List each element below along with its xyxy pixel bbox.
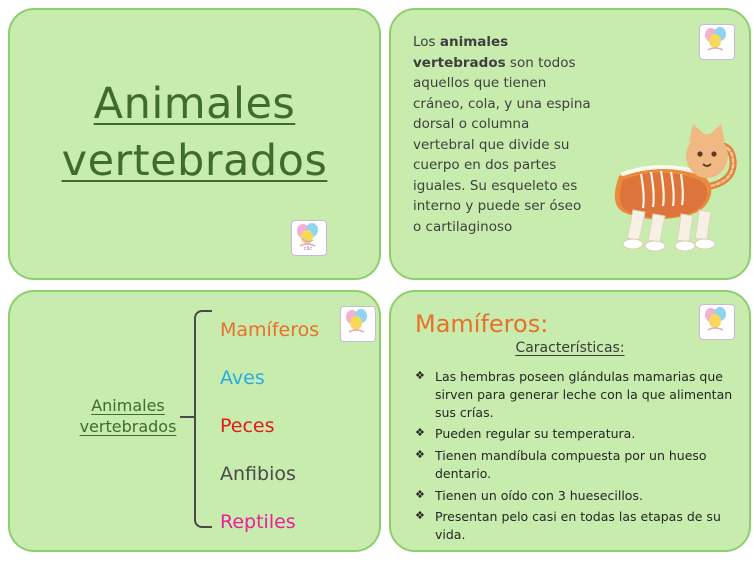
balloons-heart-logo-icon bbox=[340, 306, 376, 342]
classification-card bbox=[8, 290, 381, 552]
svg-text:clic: clic bbox=[303, 246, 313, 252]
list-item: ❖ Tienen mandíbula compuesta por un hueso dentario. bbox=[413, 447, 733, 483]
left-label-line-2: vertebrados bbox=[79, 416, 177, 436]
list-item: Mamíferos bbox=[220, 319, 320, 341]
classification-left-label bbox=[76, 396, 180, 438]
bracket-stem bbox=[180, 416, 195, 418]
list-item: ❖ Las hembras poseen glándulas mamarias que sirven para generar leche con la que alimentan sus crías. bbox=[413, 368, 733, 421]
mammals-title: Mamíferos: bbox=[415, 310, 549, 338]
description-card bbox=[389, 8, 751, 280]
cat-skeleton-image bbox=[561, 114, 741, 264]
list-item: ❖ Pueden regular su temperatura. bbox=[413, 425, 733, 443]
mammals-card bbox=[389, 290, 751, 552]
balloons-heart-logo-icon bbox=[699, 24, 735, 60]
list-item: Anfibios bbox=[220, 463, 296, 485]
list-item: ❖ Tienen un oído con 3 huesecillos. bbox=[413, 487, 733, 505]
mammals-subtitle: Características: bbox=[515, 340, 625, 356]
desc-part-1: Los bbox=[413, 34, 440, 50]
classification-items bbox=[220, 306, 370, 546]
bracket-icon bbox=[194, 310, 212, 528]
desc-part-2: son todos aquellos que tienen cráneo, cola, y una espina dorsal o columna vertebral que divide su cuerpo en dos partes iguales. Su esqueleto es interno y puede ser óseo o cartilaginoso bbox=[413, 54, 591, 235]
mammals-bullet-list bbox=[413, 368, 733, 548]
list-item: Aves bbox=[220, 367, 265, 389]
list-item: ❖ Presentan pelo casi en todas las etapas de su vida. bbox=[413, 508, 733, 544]
title-card bbox=[8, 8, 381, 280]
desc-bold: animales vertebrados bbox=[413, 34, 509, 71]
balloons-heart-logo-icon bbox=[291, 220, 327, 256]
title-line-1: Animales bbox=[93, 78, 296, 129]
list-item: Reptiles bbox=[220, 511, 296, 533]
title-line-2: vertebrados bbox=[61, 136, 328, 186]
list-item: Peces bbox=[220, 415, 275, 437]
left-label-line-1: Animales bbox=[91, 396, 165, 415]
balloons-heart-logo-icon bbox=[699, 304, 735, 340]
page-title bbox=[62, 76, 328, 190]
